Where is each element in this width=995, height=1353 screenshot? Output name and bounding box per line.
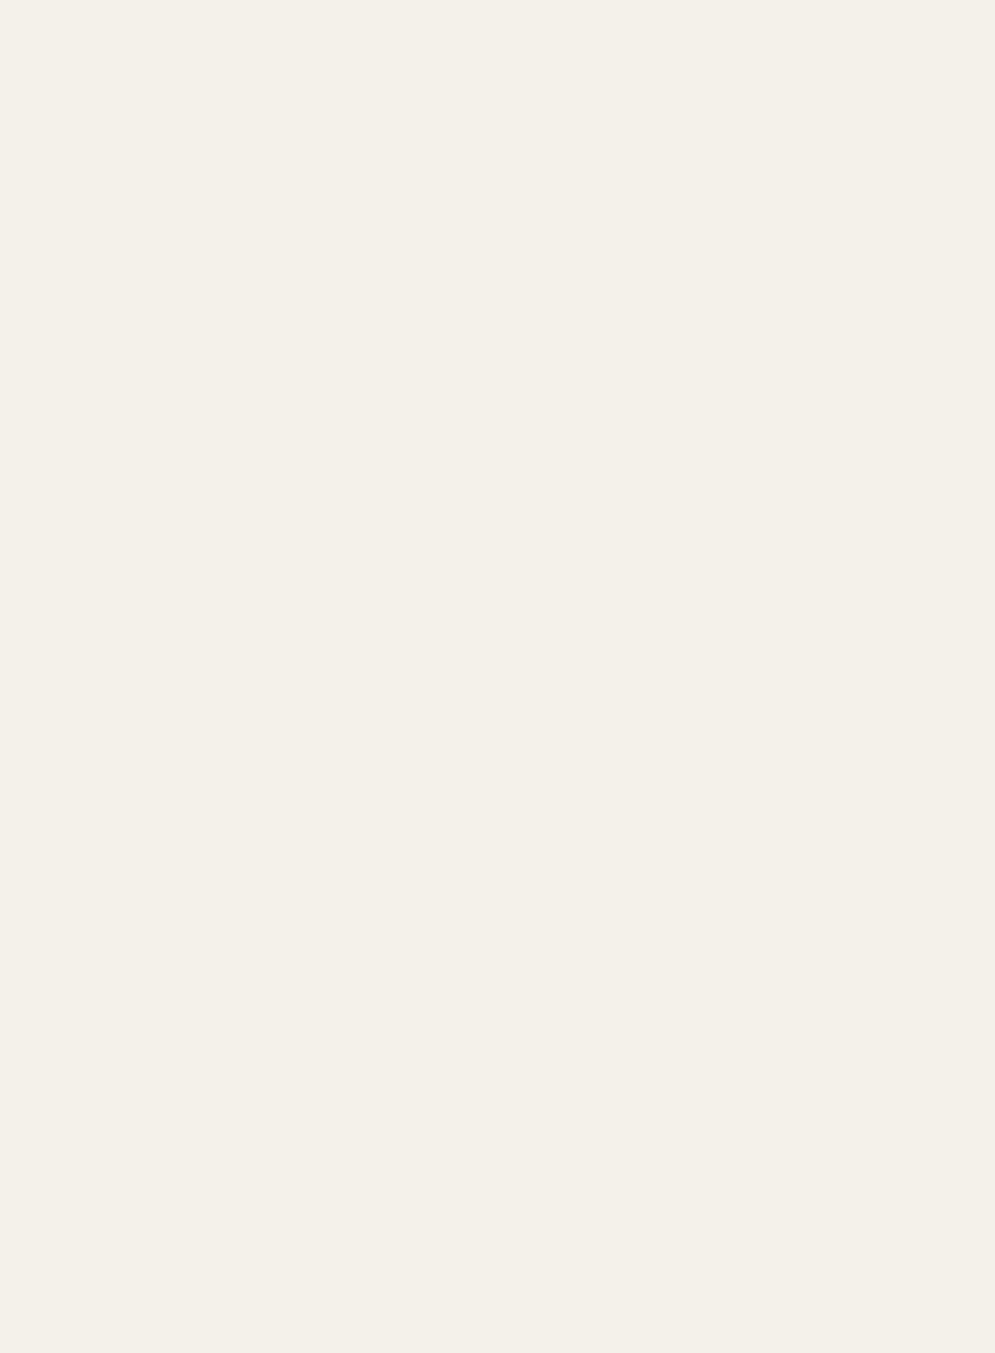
article-column-left — [108, 128, 518, 1265]
article-column-right — [528, 128, 968, 1265]
